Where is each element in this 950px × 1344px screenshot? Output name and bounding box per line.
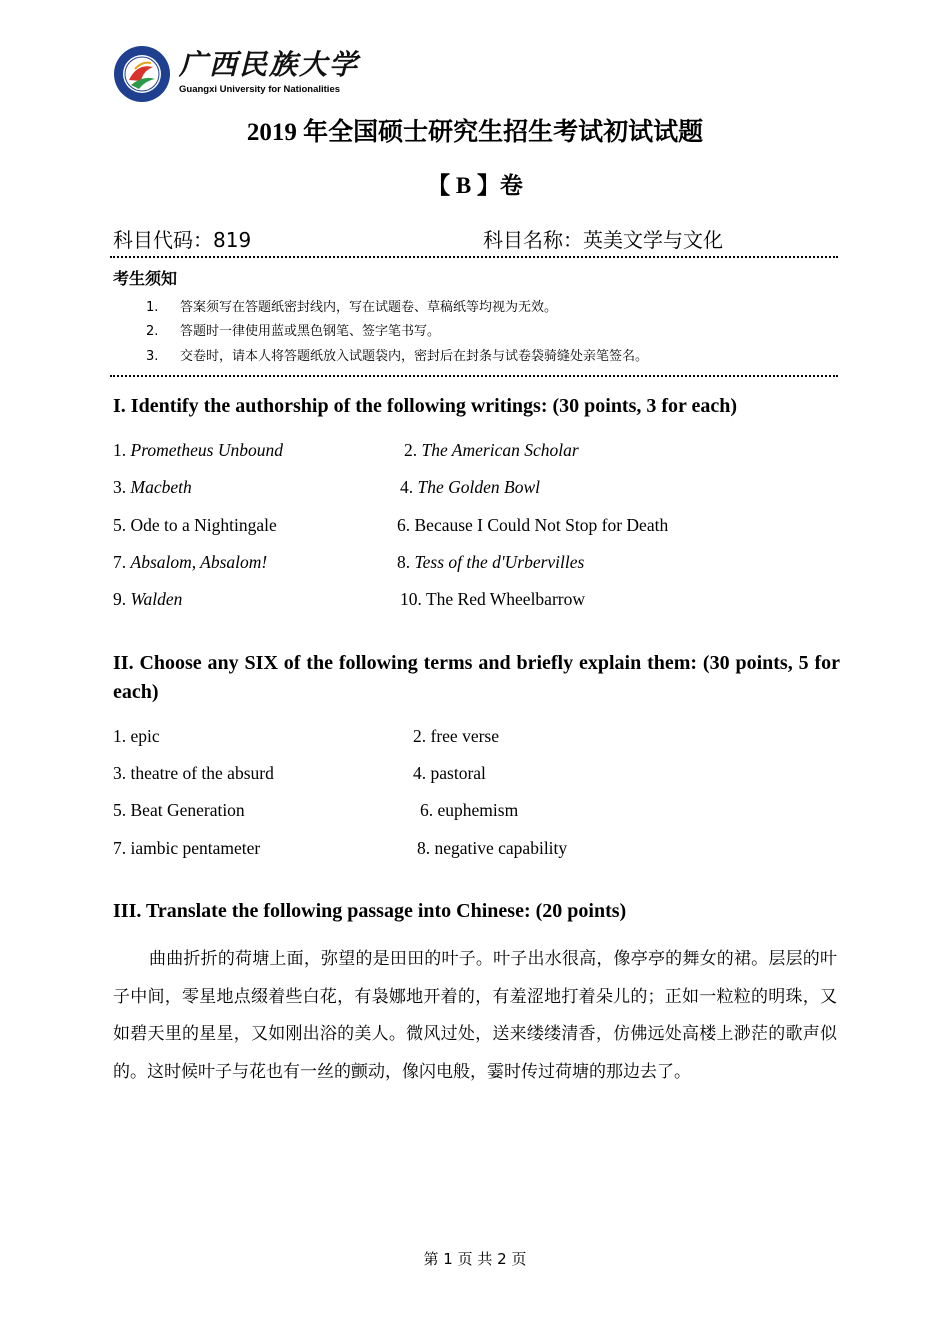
divider-bottom bbox=[110, 375, 838, 377]
section2-item: 1. epic bbox=[113, 726, 160, 746]
notice-title: 考生须知 bbox=[113, 269, 178, 288]
notice-text: 答案须写在答题纸密封线内，写在试题卷、草稿纸等均视为无效。 bbox=[180, 300, 558, 315]
university-logo bbox=[113, 43, 360, 103]
section2-item: 7. iambic pentameter bbox=[113, 838, 261, 858]
section1-item: 2. The American Scholar bbox=[404, 440, 579, 460]
section2-item: 4. pastoral bbox=[413, 763, 486, 783]
section2-heading: II. Choose any SIX of the following terms and briefly explain them: (30 points, 5 for each) bbox=[113, 652, 840, 703]
divider-top bbox=[110, 256, 838, 258]
section2-item: 6. euphemism bbox=[420, 800, 519, 820]
notice-num: 2. bbox=[146, 324, 159, 339]
page-number: 第 1 页 共 2 页 bbox=[423, 1250, 527, 1268]
section1-item: 8. Tess of the d'Urbervilles bbox=[397, 552, 585, 572]
exam-title: 2019 年全国硕士研究生招生考试初试试题 bbox=[246, 119, 704, 146]
section2-item: 8. negative capability bbox=[417, 838, 568, 858]
logo-chinese-name: 广西民族大学 bbox=[179, 50, 360, 81]
translation-passage: 曲曲折折的荷塘上面，弥望的是田田的叶子。叶子出水很高，像亭亭的舞女的裙。层层的叶子中间，零星地点缀着些白花，有袅娜地开着的，有羞涩地打着朵儿的；正如一粒粒的明珠，又如碧天里的星星，又如刚出浴的美人。微风过处，送来缕缕清香，仿佛远处高楼上渺茫的歌声似的。这时候叶子与花也有一丝的颤动，像闪电般，霎时传过荷塘的那边去了。 bbox=[113, 949, 837, 1082]
section2-item: 2. free verse bbox=[413, 726, 499, 746]
section1-item: 10. The Red Wheelbarrow bbox=[400, 589, 585, 609]
subject-code: 科目代码：819 bbox=[113, 228, 252, 252]
notice-num: 3. bbox=[146, 349, 159, 364]
subject-name: 科目名称：英美文学与文化 bbox=[483, 228, 723, 252]
section2-item: 3. theatre of the absurd bbox=[113, 763, 274, 783]
section1-heading: I. Identify the authorship of the following writings: (30 points, 3 for each) bbox=[113, 395, 738, 417]
section1-item: 1. Prometheus Unbound bbox=[113, 440, 283, 460]
section1-item: 6. Because I Could Not Stop for Death bbox=[397, 515, 669, 535]
notice-num: 1. bbox=[146, 300, 159, 315]
section2-item: 5. Beat Generation bbox=[113, 800, 245, 820]
notice-text: 答题时一律使用蓝或黑色钢笔、签字笔书写。 bbox=[180, 324, 441, 339]
notice-text: 交卷时，请本人将答题纸放入试题袋内，密封后在封条与试卷袋骑缝处亲笔签名。 bbox=[180, 349, 649, 364]
section1-item: 9. Walden bbox=[113, 589, 183, 609]
notice-item bbox=[146, 345, 648, 364]
section1-item: 5. Ode to a Nightingale bbox=[113, 515, 277, 535]
paper-label: 【 B 】卷 bbox=[427, 173, 523, 198]
section1-item: 7. Absalom, Absalom! bbox=[113, 552, 268, 572]
university-seal-icon bbox=[113, 45, 171, 103]
logo-english-name: Guangxi University for Nationalities bbox=[179, 84, 341, 95]
notice-item bbox=[146, 320, 440, 339]
section1-item: 4. The Golden Bowl bbox=[400, 477, 540, 497]
section1-item: 3. Macbeth bbox=[113, 477, 192, 497]
section3-heading: III. Translate the following passage into Chinese: (20 points) bbox=[113, 900, 627, 922]
notice-item bbox=[146, 296, 557, 315]
